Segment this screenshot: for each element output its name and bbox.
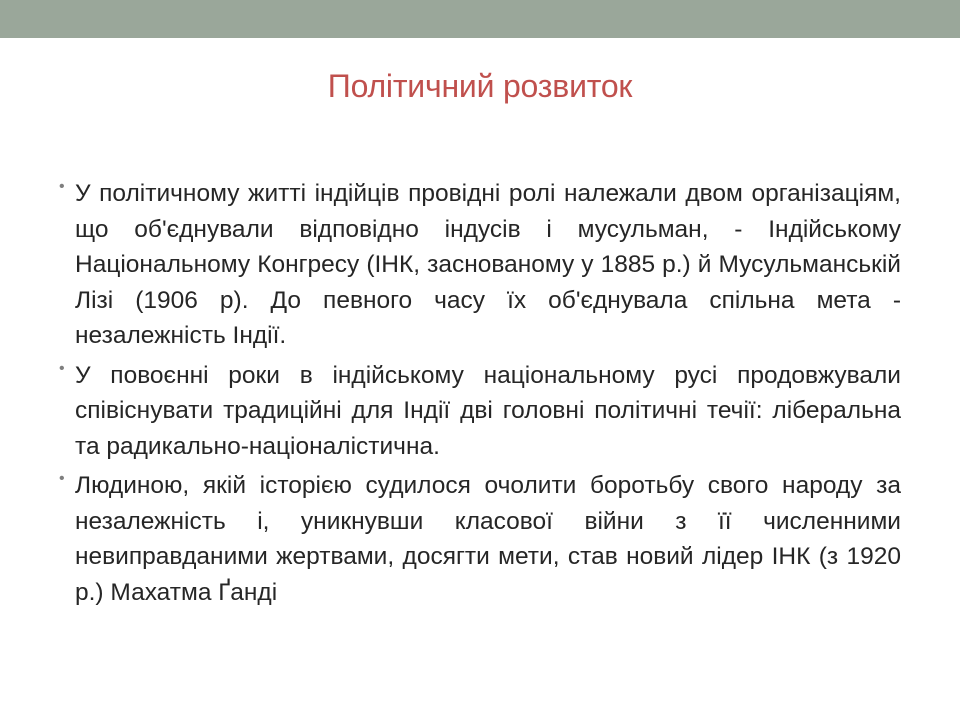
bullet-text: У повоєнні роки в індійському національному русі продовжували співіснувати традиційні для Індії дві головні політичні течії: ліберальна та радикально-націоналістична. — [75, 361, 901, 460]
bullet-text: Людиною, якій історією судилося очолити боротьбу свого народу за незалежність і, уникнувши класової війни з її численними невиправданими жертвами, досягти мети, став новий лідер ІНК (з 1920 р.) Махатма Ґанді — [75, 472, 901, 606]
bullet-dot-icon: • — [59, 470, 65, 487]
bullet-list — [57, 176, 901, 614]
bullet-item — [57, 358, 901, 465]
slide-title: Політичний розвиток — [327, 68, 633, 104]
top-decorative-bar — [0, 0, 960, 38]
bullet-item — [57, 468, 901, 610]
bullet-dot-icon: • — [59, 359, 65, 377]
bullet-dot-icon: • — [59, 178, 65, 195]
bullet-text: У політичному житті індійців провідні ролі належали двом організаціям, що об'єднували відповідно індусів і мусульман, - Індійському Національному Конгресу (ІНК, заснованому у 1885 р.) й Мусульманській Лізі (1906 р). До певного часу їх об'єднувала спільна мета - незалежність Індії. — [75, 180, 901, 349]
bullet-item — [57, 176, 901, 354]
